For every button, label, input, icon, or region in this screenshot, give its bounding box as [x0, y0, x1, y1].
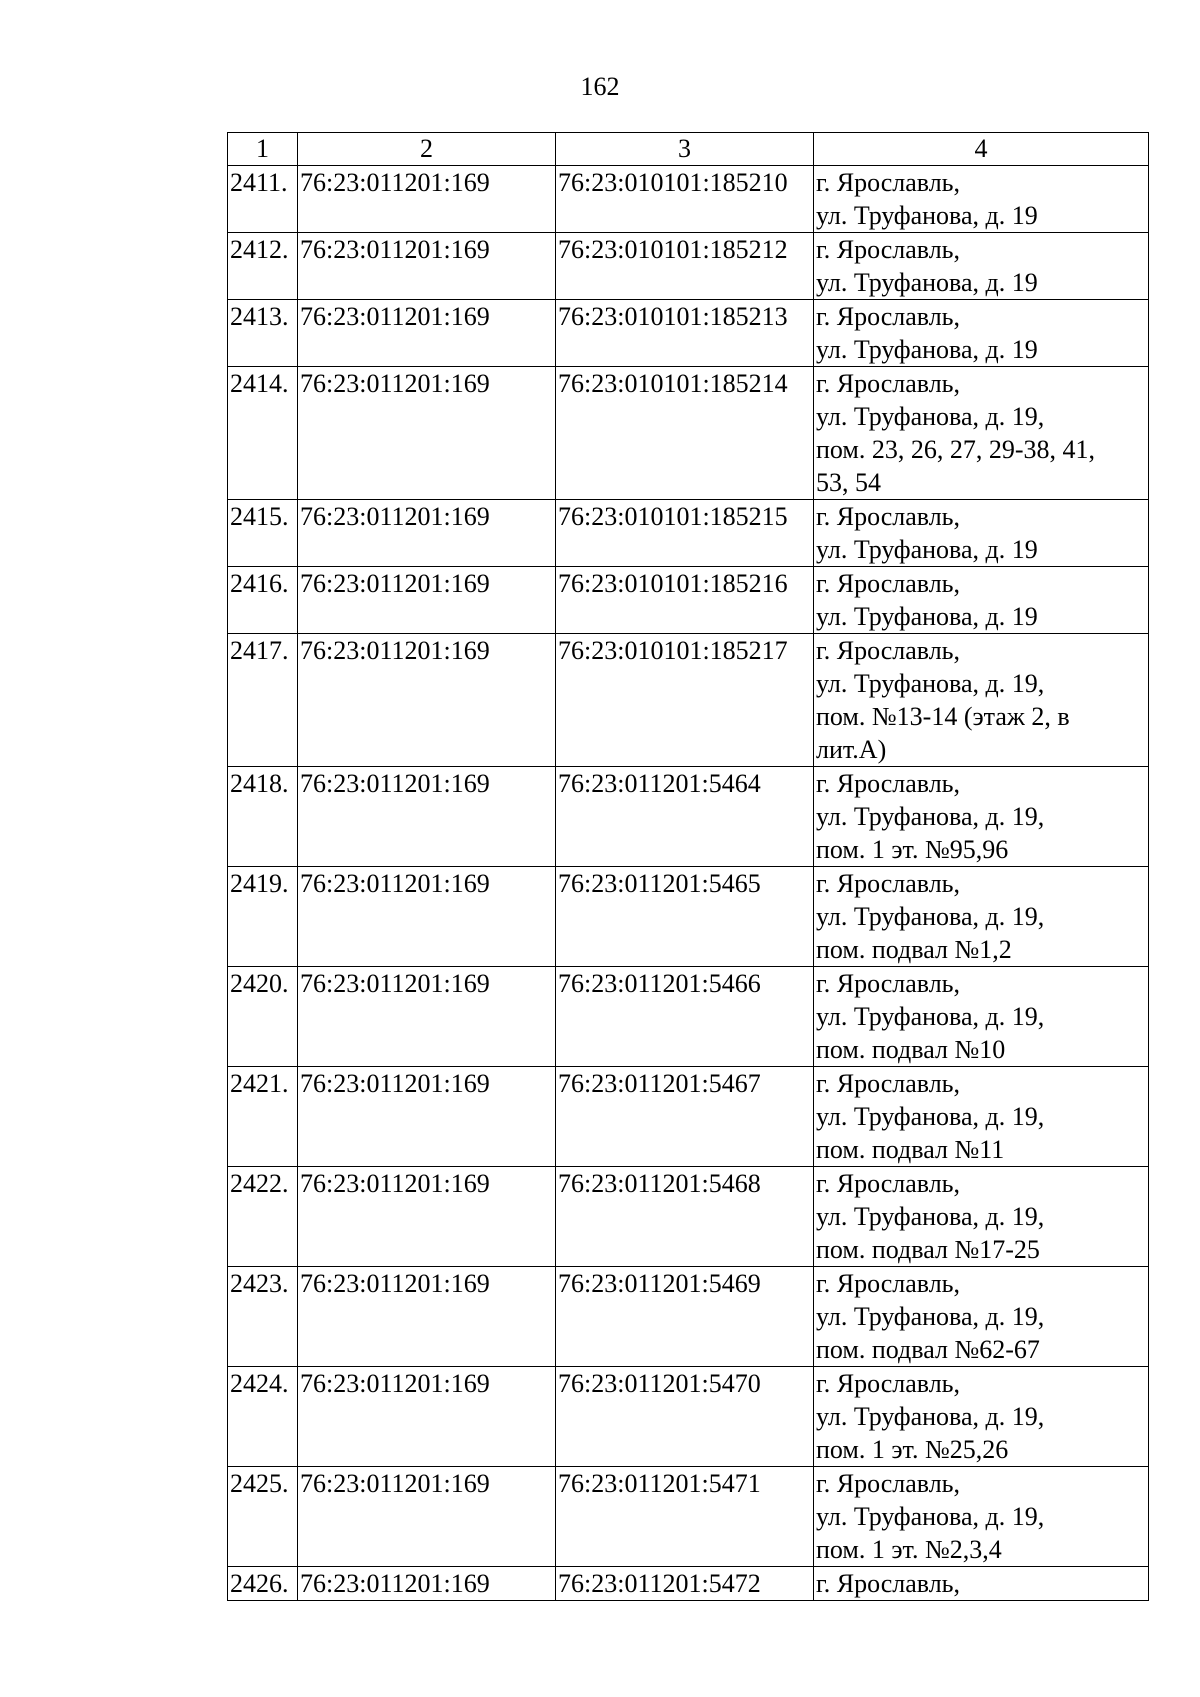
table-header: [228, 133, 1149, 166]
address-cell: [814, 300, 1149, 367]
address-line: г. Ярославль,: [816, 1169, 961, 1198]
address-line: лит.А): [816, 735, 887, 764]
address-line: ул. Труфанова, д. 19: [816, 268, 1038, 297]
object-number-cell: 76:23:010101:185212: [556, 233, 814, 300]
parcel-number-cell: 76:23:011201:169: [298, 767, 556, 867]
address-line: г. Ярославль,: [816, 969, 961, 998]
address-line: пом. подвал №1,2: [816, 935, 1012, 964]
address-line: г. Ярославль,: [816, 168, 961, 197]
address-line: пом. 1 эт. №95,96: [816, 835, 1009, 864]
table-row: [228, 767, 1149, 867]
table-row: [228, 166, 1149, 233]
address-cell: [814, 1067, 1149, 1167]
parcel-number-cell: 76:23:011201:169: [298, 967, 556, 1067]
parcel-number-cell: 76:23:011201:169: [298, 500, 556, 567]
table-row: [228, 567, 1149, 634]
registry-table: [227, 132, 1149, 1601]
address-cell: [814, 1367, 1149, 1467]
address-line: ул. Труфанова, д. 19: [816, 335, 1038, 364]
address-line: ул. Труфанова, д. 19,: [816, 669, 1045, 698]
address-line: ул. Труфанова, д. 19: [816, 602, 1038, 631]
parcel-number-cell: 76:23:011201:169: [298, 367, 556, 500]
object-number-cell: 76:23:011201:5468: [556, 1167, 814, 1267]
table-row: [228, 233, 1149, 300]
address-line: ул. Труфанова, д. 19,: [816, 902, 1045, 931]
object-number-cell: 76:23:010101:185215: [556, 500, 814, 567]
table-body: [228, 166, 1149, 1601]
address-line: пом. 1 эт. №2,3,4: [816, 1535, 1002, 1564]
page-number: 162: [580, 72, 620, 101]
address-line: г. Ярославль,: [816, 1069, 961, 1098]
row-number-cell: 2411.: [228, 166, 298, 233]
row-number-cell: 2413.: [228, 300, 298, 367]
address-line: ул. Труфанова, д. 19: [816, 201, 1038, 230]
header-col-1: 1: [228, 133, 298, 166]
address-line: пом. подвал №62-67: [816, 1335, 1040, 1364]
object-number-cell: 76:23:011201:5464: [556, 767, 814, 867]
address-line: пом. 23, 26, 27, 29-38, 41,: [816, 435, 1096, 464]
address-cell: [814, 767, 1149, 867]
object-number-cell: 76:23:011201:5466: [556, 967, 814, 1067]
table-row: [228, 367, 1149, 500]
row-number-cell: 2416.: [228, 567, 298, 634]
parcel-number-cell: 76:23:011201:169: [298, 1067, 556, 1167]
table-row: [228, 1067, 1149, 1167]
object-number-cell: 76:23:010101:185217: [556, 634, 814, 767]
row-number-cell: 2423.: [228, 1267, 298, 1367]
table-row: [228, 1267, 1149, 1367]
parcel-number-cell: 76:23:011201:169: [298, 1167, 556, 1267]
address-line: г. Ярославль,: [816, 569, 961, 598]
address-cell: [814, 500, 1149, 567]
address-line: г. Ярославль,: [816, 636, 961, 665]
address-line: г. Ярославль,: [816, 502, 961, 531]
object-number-cell: 76:23:010101:185216: [556, 567, 814, 634]
address-cell: [814, 166, 1149, 233]
object-number-cell: 76:23:011201:5469: [556, 1267, 814, 1367]
address-line: ул. Труфанова, д. 19: [816, 535, 1038, 564]
address-cell: [814, 567, 1149, 634]
address-cell: [814, 634, 1149, 767]
address-line: ул. Труфанова, д. 19,: [816, 402, 1045, 431]
parcel-number-cell: 76:23:011201:169: [298, 634, 556, 767]
address-line: ул. Труфанова, д. 19,: [816, 1402, 1045, 1431]
parcel-number-cell: 76:23:011201:169: [298, 1267, 556, 1367]
row-number-cell: 2418.: [228, 767, 298, 867]
address-cell: [814, 233, 1149, 300]
table-row: [228, 500, 1149, 567]
address-cell: [814, 1567, 1149, 1601]
address-line: пом. №13-14 (этаж 2, в: [816, 702, 1070, 731]
object-number-cell: 76:23:011201:5470: [556, 1367, 814, 1467]
parcel-number-cell: 76:23:011201:169: [298, 166, 556, 233]
object-number-cell: 76:23:011201:5465: [556, 867, 814, 967]
row-number-cell: 2417.: [228, 634, 298, 767]
row-number-cell: 2422.: [228, 1167, 298, 1267]
address-line: ул. Труфанова, д. 19,: [816, 1102, 1045, 1131]
row-number-cell: 2412.: [228, 233, 298, 300]
address-line: ул. Труфанова, д. 19,: [816, 802, 1045, 831]
address-cell: [814, 867, 1149, 967]
object-number-cell: 76:23:010101:185210: [556, 166, 814, 233]
address-line: ул. Труфанова, д. 19,: [816, 1202, 1045, 1231]
address-cell: [814, 1167, 1149, 1267]
parcel-number-cell: 76:23:011201:169: [298, 1467, 556, 1567]
row-number-cell: 2421.: [228, 1067, 298, 1167]
parcel-number-cell: 76:23:011201:169: [298, 1367, 556, 1467]
address-line: г. Ярославль,: [816, 1469, 961, 1498]
address-line: ул. Труфанова, д. 19,: [816, 1302, 1045, 1331]
row-number-cell: 2424.: [228, 1367, 298, 1467]
parcel-number-cell: 76:23:011201:169: [298, 233, 556, 300]
row-number-cell: 2414.: [228, 367, 298, 500]
header-col-4: 4: [814, 133, 1149, 166]
address-line: г. Ярославль,: [816, 302, 961, 331]
object-number-cell: 76:23:011201:5467: [556, 1067, 814, 1167]
address-line: г. Ярославль,: [816, 1269, 961, 1298]
parcel-number-cell: 76:23:011201:169: [298, 300, 556, 367]
row-number-cell: 2425.: [228, 1467, 298, 1567]
row-number-cell: 2420.: [228, 967, 298, 1067]
parcel-number-cell: 76:23:011201:169: [298, 1567, 556, 1601]
table-row: [228, 300, 1149, 367]
table-row: [228, 634, 1149, 767]
header-col-2: 2: [298, 133, 556, 166]
table-row: [228, 1367, 1149, 1467]
address-line: г. Ярославль,: [816, 1569, 961, 1598]
object-number-cell: 76:23:010101:185214: [556, 367, 814, 500]
object-number-cell: 76:23:010101:185213: [556, 300, 814, 367]
row-number-cell: 2419.: [228, 867, 298, 967]
table-row: [228, 867, 1149, 967]
header-row: [228, 133, 1149, 166]
table-row: [228, 1167, 1149, 1267]
address-line: г. Ярославль,: [816, 769, 961, 798]
address-line: ул. Труфанова, д. 19,: [816, 1002, 1045, 1031]
table-row: [228, 967, 1149, 1067]
address-line: 53, 54: [816, 468, 881, 497]
address-line: г. Ярославль,: [816, 869, 961, 898]
row-number-cell: 2426.: [228, 1567, 298, 1601]
address-cell: [814, 967, 1149, 1067]
address-cell: [814, 1467, 1149, 1567]
address-line: ул. Труфанова, д. 19,: [816, 1502, 1045, 1531]
row-number-cell: 2415.: [228, 500, 298, 567]
table-row: [228, 1567, 1149, 1601]
address-line: пом. подвал №10: [816, 1035, 1006, 1064]
address-line: г. Ярославль,: [816, 235, 961, 264]
address-line: пом. 1 эт. №25,26: [816, 1435, 1009, 1464]
table-row: [228, 1467, 1149, 1567]
object-number-cell: 76:23:011201:5472: [556, 1567, 814, 1601]
address-line: г. Ярославль,: [816, 1369, 961, 1398]
address-line: пом. подвал №11: [816, 1135, 1005, 1164]
header-col-3: 3: [556, 133, 814, 166]
parcel-number-cell: 76:23:011201:169: [298, 867, 556, 967]
address-line: пом. подвал №17-25: [816, 1235, 1040, 1264]
address-line: г. Ярославль,: [816, 369, 961, 398]
address-cell: [814, 367, 1149, 500]
parcel-number-cell: 76:23:011201:169: [298, 567, 556, 634]
address-cell: [814, 1267, 1149, 1367]
object-number-cell: 76:23:011201:5471: [556, 1467, 814, 1567]
